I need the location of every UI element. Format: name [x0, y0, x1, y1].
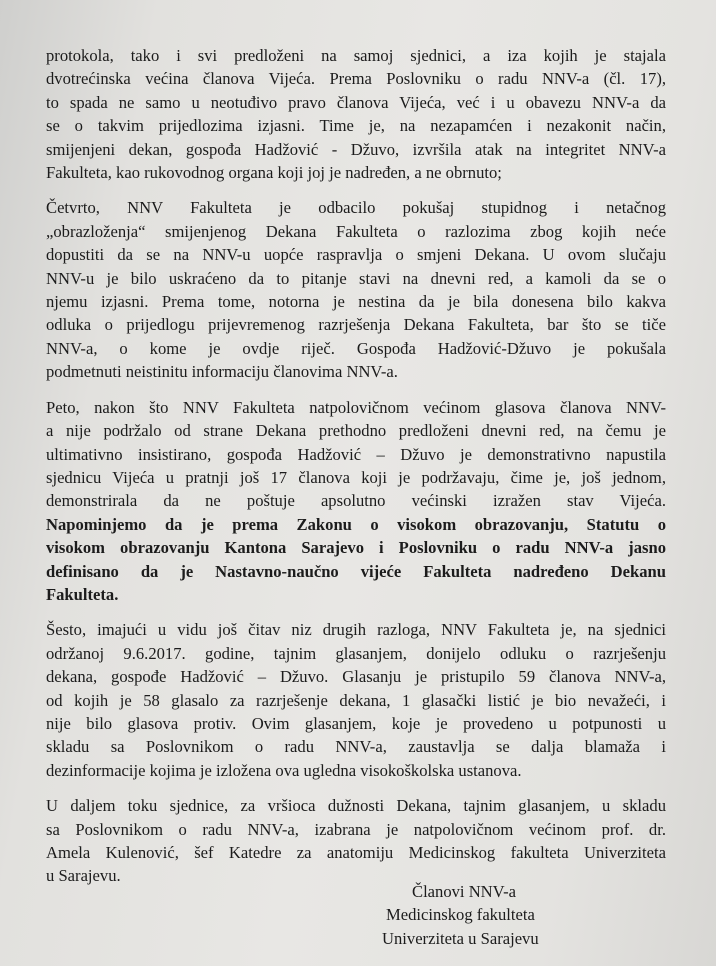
paragraph-continuation — [46, 44, 666, 184]
text-line: Peto, nakon što NNV Fakulteta natpolovičnom većinom glasova članova NNV- — [46, 397, 666, 417]
text-line: sa Poslovnikom o radu NNV-a, izabrana je natpolovičnom većinom prof. dr. — [46, 819, 666, 839]
text-line: „obrazloženja“ smijenjenog Dekana Fakulteta o razlozima zbog kojih neće — [46, 221, 666, 241]
text-line: protokola, tako i svi predloženi na samoj sjednici, a iza kojih je stajala — [46, 46, 666, 65]
text-line: to spada ne samo u neotuđivo pravo članova Vijeća, već i u obavezu NNV-a da — [46, 92, 666, 112]
text-line: odluka o prijedlogu prijevremenog razrješenja Dekana Fakulteta, bar što se tiče — [46, 315, 666, 335]
text-line: sjednicu Vijeća u pratnji još 17 članova koji je podržavaju, čime je, još jednom, — [46, 467, 666, 487]
text-line: a nije podržalo od strane Dekana prethodno predloženi dnevni red, na čemu je — [46, 421, 666, 441]
text-line: NNV-a, o kome je ovdje riječ. Gospođa Hadžović-Džuvo je pokušala — [46, 338, 666, 358]
text-line: Amela Kulenović, šef Katedre za anatomiju Medicinskog fakulteta Univerziteta — [46, 843, 666, 862]
bold-text-line: definisano da je Nastavno-naučno vijeće Fakulteta nadređeno Dekanu — [46, 561, 666, 581]
text-line: održanoj 9.6.2017. godine, tajnim glasanjem, donijelo odluku o razrješenju — [46, 643, 666, 663]
text-line: dezinformacije kojima je izložena ova ugledna visokoškolska ustanova. — [46, 760, 522, 780]
signature-line: Medicinskog fakulteta — [386, 905, 535, 925]
text-line: se o takvim prijedlozima izjasni. Time je, na nezapamćen i nezakonit način, — [46, 116, 666, 136]
paragraph-cetvrto — [46, 196, 666, 383]
text-line: dopustiti da se na NNV-u uopće raspravlja o smjeni Dekana. U ovom slučaju — [46, 245, 666, 265]
text-line: dekana, gospođe Hadžović – Džuvo. Glasanju je pristupilo 59 članova NNV-a, — [46, 667, 666, 687]
text-line: od kojih je 58 glasalo za razrješenje dekana, 1 glasački listić je bio nevažeći, i — [46, 690, 666, 710]
text-line: nije bilo glasova protiv. Ovim glasanjem, koje je provedeno u potpunosti u — [46, 713, 666, 733]
text-line: U daljem toku sjednice, za vršioca dužnosti Dekana, tajnim glasanjem, u skladu — [46, 796, 666, 816]
paragraph-election — [46, 794, 666, 888]
text-line: ultimativno insistirano, gospođa Hadžović – Džuvo je demonstrativno napustila — [46, 444, 666, 464]
text-line: NNV-u je bilo uskraćeno da to pitanje stavi na dnevni red, a kamoli da se o — [46, 268, 666, 288]
bold-text-line: Fakulteta. — [46, 584, 119, 604]
text-line: dvotrećinska većina članova Vijeća. Prema Poslovniku o radu NNV-a (čl. 17), — [46, 69, 666, 89]
text-line: Fakulteta, kao rukovodnog organa koji joj je nadređen, a ne obrnuto; — [46, 163, 502, 183]
paragraph-sesto — [46, 618, 666, 782]
text-line: skladu sa Poslovnikom o radu NNV-a, zaustavlja se dalja blamaža i — [46, 737, 666, 757]
text-line: njemu izjasni. Prema tome, notorna je nestina da je bila donesena bilo kakva — [46, 292, 666, 312]
text-line: smijenjeni dekan, gospođa Hadžović - Džuvo, izvršila atak na integritet NNV-a — [46, 139, 666, 159]
text-line: demonstrirala da ne poštuje apsolutno većinski izražen stav Vijeća. — [46, 491, 666, 511]
text-line: Šesto, imajući u vidu još čitav niz drugih razloga, NNV Fakulteta je, na sjednici — [46, 620, 666, 640]
bold-text-line: Napominjemo da je prema Zakonu o visokom obrazovanju, Statutu o — [46, 514, 666, 534]
paragraph-peto — [46, 396, 666, 607]
text-line: u Sarajevu. — [46, 866, 121, 886]
document-body — [46, 44, 666, 900]
text-line: podmetnuti neistinitu informaciju članovima NNV-a. — [46, 362, 398, 382]
signature-line: Univerziteta u Sarajevu — [382, 928, 539, 948]
text-line: Četvrto, NNV Fakulteta je odbacilo pokušaj stupidnog i netačnog — [46, 198, 666, 218]
signature-line: Članovi NNV-a — [412, 882, 517, 901]
signature-block — [382, 880, 622, 950]
bold-text-line: visokom obrazovanju Kantona Sarajevo i Poslovniku o radu NNV-a jasno — [46, 538, 666, 558]
